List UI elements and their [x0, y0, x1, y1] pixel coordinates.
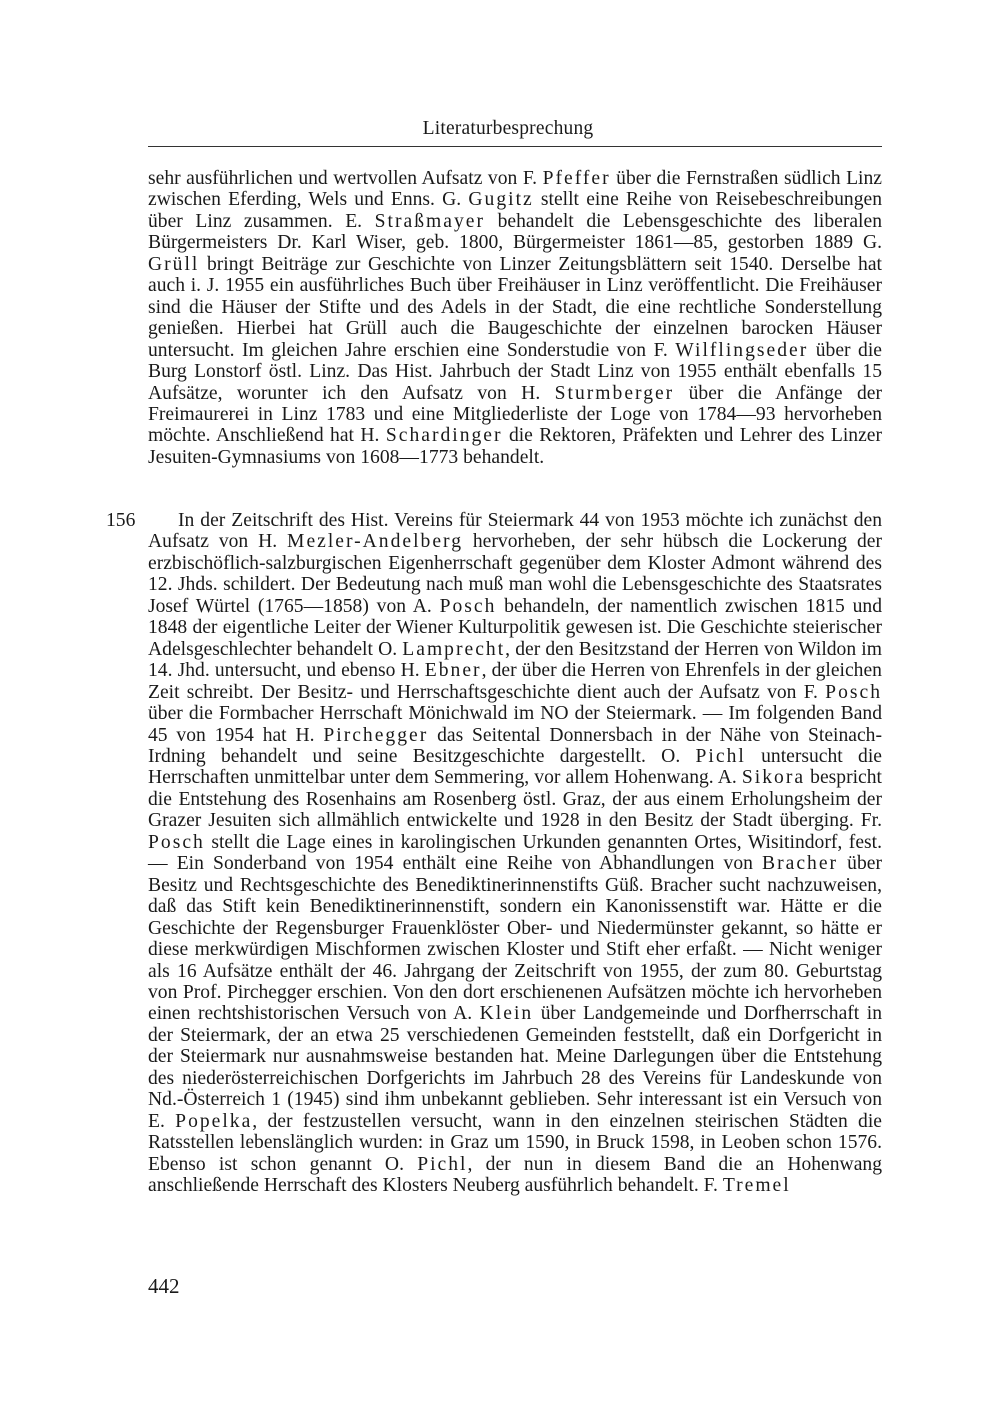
text-run: bespricht die Entstehung des Rosenhains am Rosenberg östl. Graz, der aus einem Erholungsheim der Grazer Jesuiten sich allmählich entwickelte und 1928 in den Besitz der Stadt überging. Fr. — [148, 767, 882, 832]
author-name: Posch — [825, 681, 882, 703]
author-name: Posch — [439, 595, 497, 617]
paragraph-156 — [148, 510, 882, 1197]
author-name: Grüll — [148, 253, 200, 275]
running-header: Literaturbesprechung — [422, 118, 594, 139]
text-run: sehr ausführlichen und wertvollen Aufsatz von F. — [148, 168, 543, 189]
header-rule — [148, 146, 882, 147]
author-name: Pichl — [417, 1153, 468, 1175]
text-run: stellt eine Reihe von Reisebeschreibungen über Linz zusammen. E. — [148, 189, 882, 232]
author-name: Pirchegger — [323, 724, 429, 746]
text-run: die Rektoren, Präfekten und Lehrer des Linzer Jesuiten-Gymnasiums von 1608—1773 behandelt. — [148, 425, 882, 468]
text-run: über die Fernstraßen südlich Linz zwischen Eferding, Wels und Enns. G. — [148, 168, 882, 211]
text-run: bringt Beiträge zur Geschichte von Linzer Zeitungsblättern seit 1540. Derselbe hat auch i. J. 1955 ein ausführliches Buch über Freihäuser in Linz veröffentlicht. Die Freihäuser sind die Häuser der Stifte und des Adels in der Stadt, die eine rechtliche Sonderstellung genießen. Hierbei hat Grüll auch die Baugeschichte der einzelnen barocken Häuser untersucht. Im gleichen Jahre erschien eine Sonderstudie von F. — [148, 253, 882, 361]
author-name: Schardinger — [385, 425, 503, 447]
author-name: Posch — [148, 831, 205, 853]
author-name: Mezler-Andelberg — [287, 531, 463, 553]
text-run: behandeln, der namentlich zwischen 1815 und 1848 der eigentliche Leiter der Wiener Kulturpolitik gewesen ist. Die Geschichte steierischer Adelsgeschlechter behandelt O. — [148, 595, 882, 660]
author-name: Straßmayer — [374, 210, 485, 232]
author-name: Pichl — [695, 745, 746, 767]
author-name: Lamprecht — [402, 638, 506, 660]
text-run: untersucht die Herrschaften unmittelbar unter dem Semmering, vor allem Hohenwang. A. — [148, 745, 882, 789]
text-run: über Landgemeinde und Dorfherrschaft in der Steiermark, der an etwa 25 verschiedenen Gemeinden feststellt, daß ein Dorfgericht in der Steiermark nur ausnahmsweise bestanden hat. Meine Darlegungen über die Entstehung des niederösterreichischen Dorfgerichts im Jahrbuch 28 des Vereins für Landeskunde von Nd.-Österreich 1 (1945) sind ihm unbekannt geblieben. Sehr interessant ist ein Versuch von E. — [148, 1003, 883, 1132]
text-run: , der nun in diesem Band die an Hohenwang anschließende Herrschaft des Klosters Neuberg ausführlich behandelt. F. — [148, 1153, 882, 1197]
text-run: In der Zeitschrift des Hist. Vereins für Steiermark 44 von 1953 möchte ich zunächst den Aufsatz von H. — [148, 510, 882, 553]
text-run: hervorheben, der sehr hübsch die Lockerung der erzbischöflich-salzburgischen Eigenherrschaft gegenüber dem Kloster Admont während des 12. Jhds. schildert. Der Bedeutung nach muß man wohl die Lebensgeschichte des Staatsrates Josef Würtel (1765—1858) von A. — [148, 531, 882, 617]
text-run: , der über die Herren von Ehrenfels in der gleichen Zeit schreibt. Der Besitz- und Herrschaftsgeschichte dient auch der Aufsatz von F. — [148, 660, 882, 703]
text-run: über die Formbacher Herrschaft Mönichwald im NO der Steiermark. — Im folgenden Band 45 von 1954 hat H. — [148, 703, 882, 746]
text-run: behandelt die Lebensgeschichte des liberalen Bürgermeisters Dr. Karl Wiser, geb. 1800, Bürgermeister 1861—85, gestorben 1889 G. — [148, 210, 882, 254]
text-run: , der den Besitzstand der Herren von Wildon im 14. Jhd. untersucht, und ebenso H. — [148, 638, 882, 682]
author-name: Klein — [479, 1003, 534, 1025]
text-run: , der festzustellen versucht, wann in den einzelnen steirischen Städten die Ratsstellen lebenslänglich wurden: in Graz um 1590, in Bruck 1598, in Leoben schon 1576. Ebenso ist schon genannt O. — [148, 1110, 882, 1175]
author-name: Wilflingseder — [675, 339, 809, 361]
author-name: Sikora — [741, 767, 806, 789]
author-name: Ebner — [424, 660, 482, 682]
author-name: Gugitz — [468, 189, 534, 211]
author-name: Sturmberger — [554, 382, 675, 404]
section-number: 156 — [106, 510, 136, 531]
text-run: stellt die Lage eines in karolingischen Urkunden genannten Ortes, Wisitindorf, fest. — Ein Sonderband von 1954 enthält eine Reihe von Abhandlungen von — [148, 831, 882, 875]
text-run: das Seitental Donnersbach in der Nähe von Steinach-Irdning behandelt und seine Besitzgeschichte dargestellt. O. — [148, 724, 882, 767]
author-name: Pfeffer — [542, 168, 611, 189]
text-run: über die Burg Lonstorf östl. Linz. Das Hist. Jahrbuch der Stadt Linz von 1955 enthält ebenfalls 15 Aufsätze, worunter ich den Aufsatz von H. — [148, 339, 882, 404]
text-run: über Besitz und Rechtsgeschichte des Benediktinerinnenstifts Güß. Bracher sucht nachzuweisen, daß das Stift kein Benediktinerinnenstift, sondern ein Kanonissenstift war. Hätte er die Geschichte der Regensburger Frauenklöster Ober- und Niedermünster gekannt, so hätte er diese merkwürdigen Mischformen zwischen Kloster und Stift eher erfaßt. — Nicht weniger als 16 Aufsätze enthält der 46. Jahrgang der Zeitschrift von 1955, der zum 80. Geburtstag von Prof. Pirchegger erschien. Von den dort erschienenen Aufsätzen möchte ich hervorheben einen rechtshistorischen Versuch von A. — [148, 853, 883, 1025]
author-name: Tremel — [722, 1175, 791, 1197]
author-name: Bracher — [762, 853, 839, 875]
author-name: Popelka — [175, 1110, 253, 1132]
paragraph-continued — [148, 168, 882, 468]
page-number: 442 — [148, 1274, 180, 1298]
text-run: über die Anfänge der Freimaurerei in Linz 1783 und eine Mitgliederliste der Loge von 1784—93 hervorheben möchte. Anschließend hat H. — [148, 382, 882, 447]
